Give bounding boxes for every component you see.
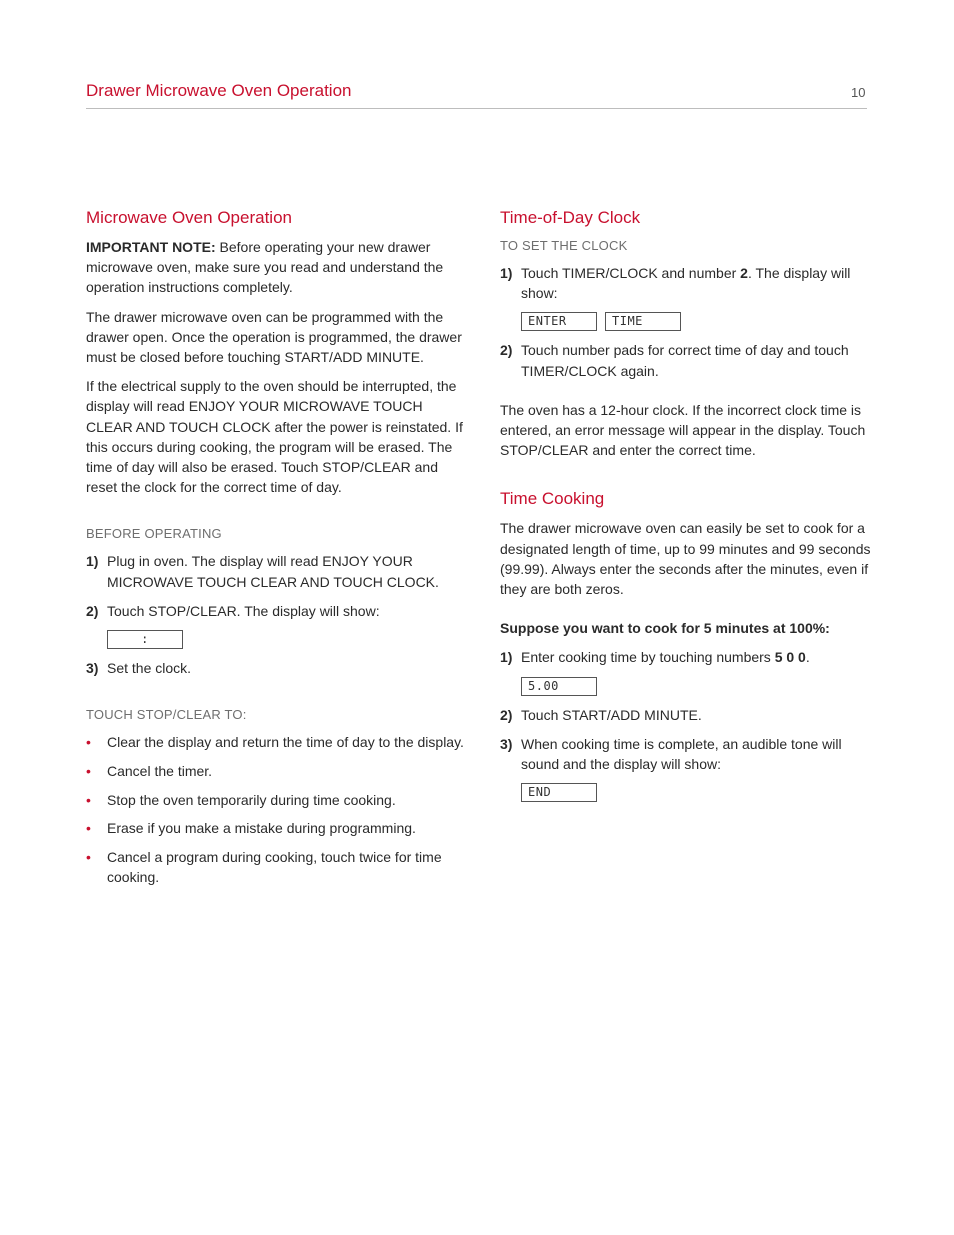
subheading-before-operating: BEFORE OPERATING [86,526,222,542]
list-item [86,551,464,591]
bullet-text: Cancel the timer. [107,762,213,779]
paragraph-power-interrupt: If the electrical supply to the oven should be interrupted, the display will read ENJOY YOUR MICROWAVE TOUCH CLEAR AND TOUCH CLOCK after the power is reinstated. If this occurs during cooking, the program will be erased. The time of day will also be erased. Touch STOP/CLEAR and reset the clock for the correct time of day. [86,378,463,496]
bullet-item [86,818,464,838]
bullet-item [86,790,464,810]
step-text: When cooking time is complete, an audible tone will sound and the display will show: [521,735,842,773]
important-note [86,237,464,298]
bullet-item [86,847,464,887]
step-text: Set the clock. [107,660,192,677]
section-heading-time-cooking: Time Cooking [500,489,605,509]
bullet-icon: • [86,762,91,779]
step-text: Touch number pads for correct time of day and touch TIMER/CLOCK again. [521,342,849,379]
section-heading-clock: Time-of-Day Clock [500,208,641,227]
display-time: TIME [605,312,681,331]
step-text: Touch START/ADD MINUTE. [521,706,702,723]
bullet-item [86,732,464,752]
subheading-touch-stop-clear: TOUCH STOP/CLEAR TO: [86,707,247,723]
step-text-part: . The display will show: [521,265,851,302]
step-text-part: Enter cooking time by touching numbers [521,649,775,666]
step-number: 2) [86,602,99,619]
paragraph-time-cooking: The drawer microwave oven can easily be set to cook for a designated length of time, up to 99 minutes and 99 seconds (99.99). Always enter the seconds after the minutes, even if they are both zeros. [500,520,871,598]
list-item [500,734,880,774]
important-note-text: Before operating your new drawer microwave oven, make sure you read and understand the operation instructions completely. [86,239,444,296]
display-end: END [521,783,597,802]
paragraph-drawer-open: The drawer microwave oven can be programmed with the drawer open. Once the operation is programmed, the drawer must be closed before touching START/ADD MINUTE. [86,308,462,366]
subheading-set-clock: TO SET THE CLOCK [500,238,628,253]
step-number: 1) [500,649,513,666]
display-row [521,677,880,696]
list-item [500,340,880,380]
bullet-text: Clear the display and return the time of day to the display. [107,734,464,751]
step-number: 1) [500,265,513,281]
step-text-part: Touch TIMER/CLOCK and number [521,265,741,281]
bullet-text: Stop the oven temporarily during time cooking. [107,791,396,808]
step-number: 2) [500,342,513,359]
list-item [500,705,880,725]
step-number: 1) [86,553,99,570]
step-number: 2) [500,706,513,723]
paragraph-12-hour-clock: The oven has a 12-hour clock. If the incorrect clock time is entered, an error message will appear in the display. Touch STOP/CLEAR and enter the correct time. [500,401,866,459]
step-text-bold: 2 [740,265,748,281]
right-column [500,207,880,811]
step-number: 3) [86,660,99,677]
display-row [521,312,880,331]
section-heading-operation: Microwave Oven Operation [86,208,292,227]
left-column [86,207,464,896]
example-heading [500,618,880,638]
list-item [86,658,464,678]
step-text-part: . [805,649,810,666]
bullet-icon: • [86,791,91,808]
step-text [521,647,880,667]
step-number: 3) [500,735,513,752]
display-colon: : [107,630,183,649]
important-note-label: IMPORTANT NOTE: [86,239,216,255]
display-enter: ENTER [521,312,597,331]
list-item [86,601,464,621]
bullet-icon: • [86,734,91,751]
list-item [500,647,880,667]
bullet-icon: • [86,820,91,837]
step-text [521,263,880,303]
display-row [107,630,464,649]
bullet-text: Erase if you make a mistake during programming. [107,820,416,837]
bullet-item [86,761,464,781]
step-text: Touch STOP/CLEAR. The display will show: [107,602,380,619]
display-500: 5.00 [521,677,597,696]
step-text-bold: 5 0 0 [774,649,806,666]
list-item [500,263,880,303]
step-text: Plug in oven. The display will read ENJOY YOUR MICROWAVE TOUCH CLEAR AND TOUCH CLOCK. [107,553,439,590]
display-row [521,783,880,802]
bullet-icon: • [86,849,91,866]
page-number: 10 [851,85,866,100]
example-heading-text: Suppose you want to cook for 5 minutes at 100%: [500,620,830,637]
page-header-title: Drawer Microwave Oven Operation [86,81,352,100]
bullet-text: Cancel a program during cooking, touch twice for time cooking. [107,849,442,886]
header-divider [86,108,867,109]
